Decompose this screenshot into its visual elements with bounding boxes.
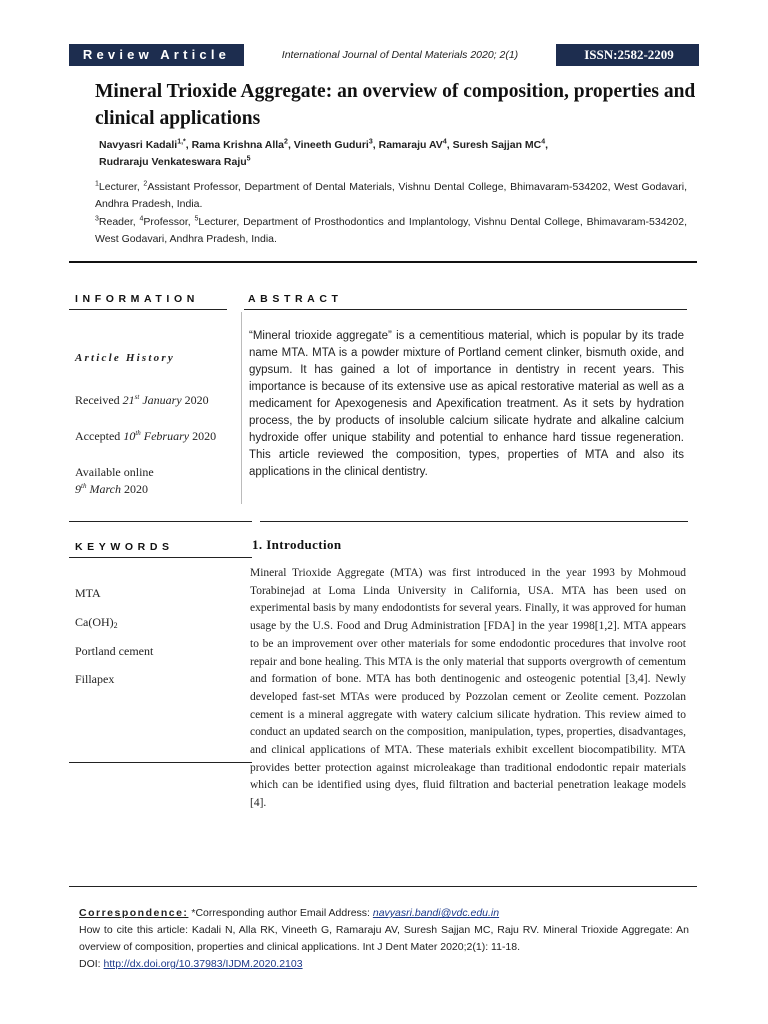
author-name: Rama Krishna Alla [191, 139, 285, 151]
author-name: Navyasri Kadali [99, 139, 178, 151]
affiliation-text: Assistant Professor, Department of Dental Materials, Vishnu Dental College, Bhimavaram-534202, West Godavari, Andhra Pradesh, India. [95, 181, 687, 210]
author-affiliation-mark: 4 [541, 138, 546, 146]
affiliation-1 [95, 179, 687, 213]
author-affiliation-mark: 4 [442, 138, 447, 146]
footer-rule [69, 886, 697, 887]
affiliation-mark: 2 [143, 180, 148, 188]
introduction-text: Mineral Trioxide Aggregate (MTA) was first introduced in the year 1993 by Mohmoud Torabinejad at Loma Linda University in California, USA. MTA has been used on experimental basis by many endodontists for several years. Finally, it was approved for human usage by the U.S. Food and Drug Administration [FDA] in the year 1998[1,2]. MTA appears to be an improvement over other materials for some endodontic procedures that involve root repair and bone healing. This MTA is the only material that supports overgrowth of cementum and formation of bone. MTA has both dentinogenic and osteogenic potential [3,4]. Newly developed fast-set MTAs were produced by Pozzolan cement or Zeolite cement. Pozzolan cement is a mineral aggregate with watery calcium silicate hydration. This review aimed to conduct an updated search on the composition, manipulation, types, properties, disadvantages, and clinical applications of MTA. These materials exhibit excellent biocompatibility. MTA provides better protection against microleakage than traditional endodontic repair materials which can be identified using dyes, fluid filtration and bacterial penetration leakage models [4]. [250, 567, 686, 810]
correspondence-label: Correspondence: [79, 907, 189, 919]
keyword-item: Fillapex [75, 672, 115, 686]
affiliation-mark: 4 [139, 215, 144, 223]
author-name: Vineeth Guduri [293, 139, 369, 151]
article-type-label: Review Article [82, 47, 231, 62]
author-name: Rudraraju Venkateswara Raju [99, 156, 247, 168]
keyword-item: Portland cement [75, 644, 154, 658]
keyword-item: Ca(OH)2 [75, 615, 118, 630]
citation-text: How to cite this article: Kadali N, Alla RK, Vineeth G, Ramaraju AV, Suresh Sajjan MC, Raju RV. Mineral Trioxide Aggregate: An overview of composition, properties and clinical applications. Int J Dent Mater 2020;2(1): 11-18. [79, 924, 689, 953]
keywords-rule [69, 557, 252, 558]
issn-label: ISSN:2582-2209 [584, 47, 674, 62]
affiliation-text: Lecturer, Department of Prosthodontics and Implantology, Vishnu Dental College, Bhimavaram-534202, West Godavari, Andhra Pradesh, India. [95, 216, 687, 245]
author-email-link[interactable]: navyasri.bandi@vdc.edu.in [372, 907, 500, 919]
abstract-text: “Mineral trioxide aggregate” is a cementitious material, which is popular by its trade name MTA. MTA is a powder mixture of Portland cement clinker, bismuth oxide, and gypsum. It has gained a lot of importance in dentistry in recent years. This importance is because of its extensive use as apical restorative material as well as a medicament for Apexogenesis and Apexification treatment. As it sets by hydration process, the by products of insoluble calcium silicate hydrate and alkaline calcium hydroxide offer unique stability and potential to enhance hard tissue regeneration. This article reviewed the composition, types, properties of MTA and also its applications in the clinical dentistry. [249, 330, 684, 478]
author-name: Ramaraju AV [378, 139, 443, 151]
journal-citation: International Journal of Dental Materials 2020; 2(1) [244, 44, 556, 66]
article-history-heading: Article History [75, 352, 175, 364]
received-date: Received 21st January 2020 [75, 393, 209, 407]
affiliation-mark: 5 [194, 215, 199, 223]
author-affiliation-mark: 1,* [177, 138, 186, 146]
author-affiliation-mark: 3 [368, 138, 373, 146]
doi-link[interactable]: http://dx.doi.org/10.37983/IJDM.2020.2103 [103, 958, 303, 970]
author-name: Suresh Sajjan MC [452, 139, 542, 151]
keywords-bottom-rule [69, 762, 252, 763]
affiliation-text: Lecturer, [98, 181, 144, 193]
affiliation-2 [95, 214, 687, 248]
correspondence-footer [79, 905, 689, 973]
information-rule [69, 309, 227, 310]
author-list: Navyasri Kadali$^{1,*}$, Rama Krishna Alla$^2$, Vineeth Guduri$^3$, Ramaraju $AV^4$, Suresh Sajjan $MC^4$, Rudraraju Venkateswara Raju$^5$ [99, 138, 549, 168]
information-bottom-rule [69, 521, 252, 522]
information-heading: INFORMATION [75, 293, 199, 305]
available-online-date: 9th March 2020 [75, 482, 148, 496]
paper-title: Mineral Trioxide Aggregate: an overview of composition, properties and clinical applications [95, 81, 696, 129]
doi-label: DOI: [79, 958, 104, 970]
affiliation-text: Reader, [98, 216, 140, 228]
header-divider [69, 261, 697, 263]
affiliation-text: Professor, [143, 216, 195, 228]
keywords-heading: KEYWORDS [75, 541, 174, 553]
affiliation-mark: 1 [95, 180, 99, 188]
author-affiliation-mark: 5 [246, 155, 251, 163]
abstract-rule [244, 309, 687, 310]
available-online-label: Available online [75, 465, 154, 479]
abstract-bottom-rule [260, 521, 688, 522]
accepted-date: Accepted 10th February 2020 [75, 429, 217, 443]
abstract-heading: ABSTRACT [248, 293, 343, 305]
author-affiliation-mark: 2 [284, 138, 288, 146]
affiliation-mark: 3 [95, 215, 99, 223]
keyword-item: MTA [75, 586, 101, 600]
column-divider [241, 312, 242, 504]
journal-header-bar [69, 44, 699, 66]
introduction-heading: 1. Introduction [252, 537, 342, 552]
correspondence-text: *Corresponding author Email Address: [188, 907, 373, 919]
